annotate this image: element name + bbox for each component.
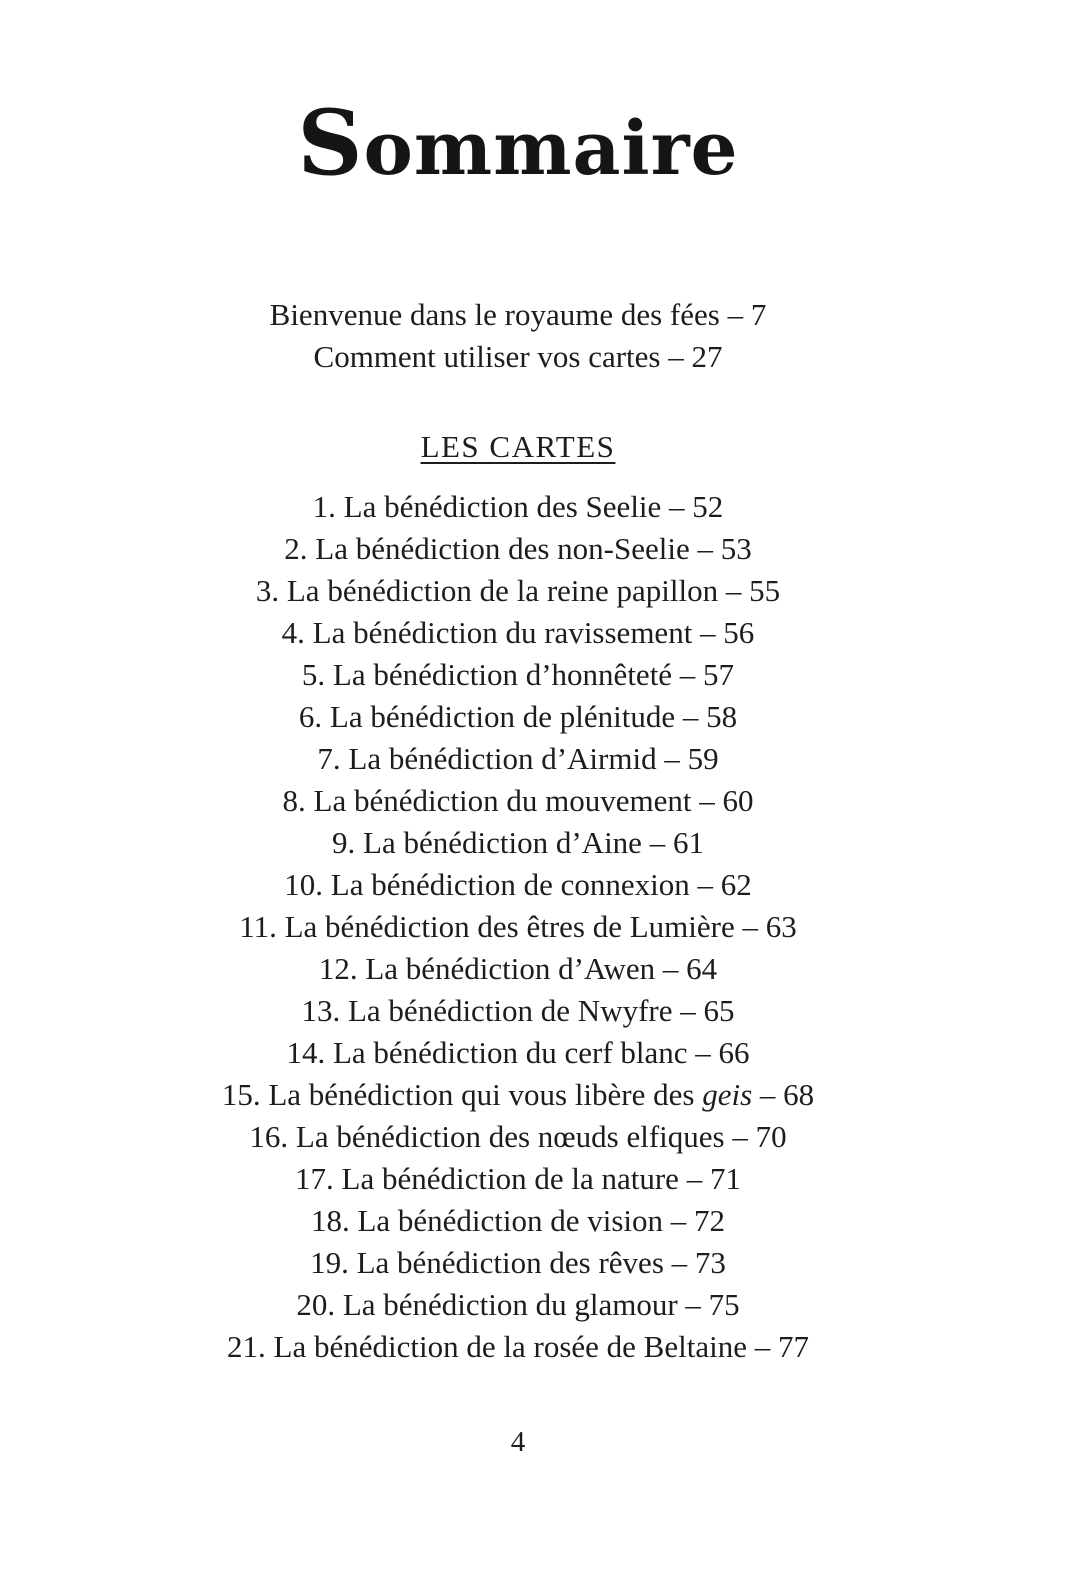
toc-entry: 20. La bénédiction du glamour – 75 [296, 1286, 740, 1322]
section-heading-les-cartes: LES CARTES [420, 428, 616, 464]
toc-entry: 17. La bénédiction de la nature – 71 [295, 1160, 741, 1196]
toc-entry: 4. La bénédiction du ravissement – 56 [281, 614, 755, 650]
intro-line-welcome: Bienvenue dans le royaume des fées – 7 [269, 296, 767, 332]
toc-entry-post: – 68 [752, 1076, 815, 1112]
toc-entry: 3. La bénédiction de la reine papillon – 55 [255, 572, 781, 608]
toc-entry-italic-term: geis [702, 1076, 753, 1112]
toc-entry: 2. La bénédiction des non-Seelie – 53 [284, 530, 752, 566]
intro-line-howto: Comment utiliser vos cartes – 27 [313, 338, 723, 374]
document-page [0, 92, 1036, 1460]
page-title: Sommaire [297, 90, 739, 196]
toc-list [0, 486, 1036, 1368]
toc-entry: 12. La bénédiction d’Awen – 64 [318, 950, 718, 986]
toc-entry: 10. La bénédiction de connexion – 62 [284, 866, 752, 902]
page-number: 4 [510, 1425, 526, 1458]
toc-entry: 18. La bénédiction de vision – 72 [310, 1202, 726, 1238]
toc-entry: 21. La bénédiction de la rosée de Beltaine – 77 [227, 1328, 809, 1364]
toc-entry: 5. La bénédiction d’honnêteté – 57 [301, 656, 735, 692]
toc-entry-pre: 15. La bénédiction qui vous libère des [221, 1076, 703, 1112]
toc-entry: 7. La bénédiction d’Airmid – 59 [317, 740, 719, 776]
intro-block [0, 294, 1036, 378]
toc-entry: 13. La bénédiction de Nwyfre – 65 [301, 992, 735, 1028]
toc-entry: 6. La bénédiction de plénitude – 58 [298, 698, 738, 734]
toc-entry: 1. La bénédiction des Seelie – 52 [312, 488, 724, 524]
toc-entry-with-italic [0, 1074, 1036, 1116]
toc-entry: 16. La bénédiction des nœuds elfiques – 70 [249, 1118, 787, 1154]
toc-entry: 11. La bénédiction des êtres de Lumière – 63 [239, 908, 797, 944]
toc-entry: 14. La bénédiction du cerf blanc – 66 [286, 1034, 750, 1070]
toc-entry: 9. La bénédiction d’Aine – 61 [332, 824, 704, 860]
toc-entry: 19. La bénédiction des rêves – 73 [310, 1244, 726, 1280]
toc-entry: 8. La bénédiction du mouvement – 60 [282, 782, 754, 818]
